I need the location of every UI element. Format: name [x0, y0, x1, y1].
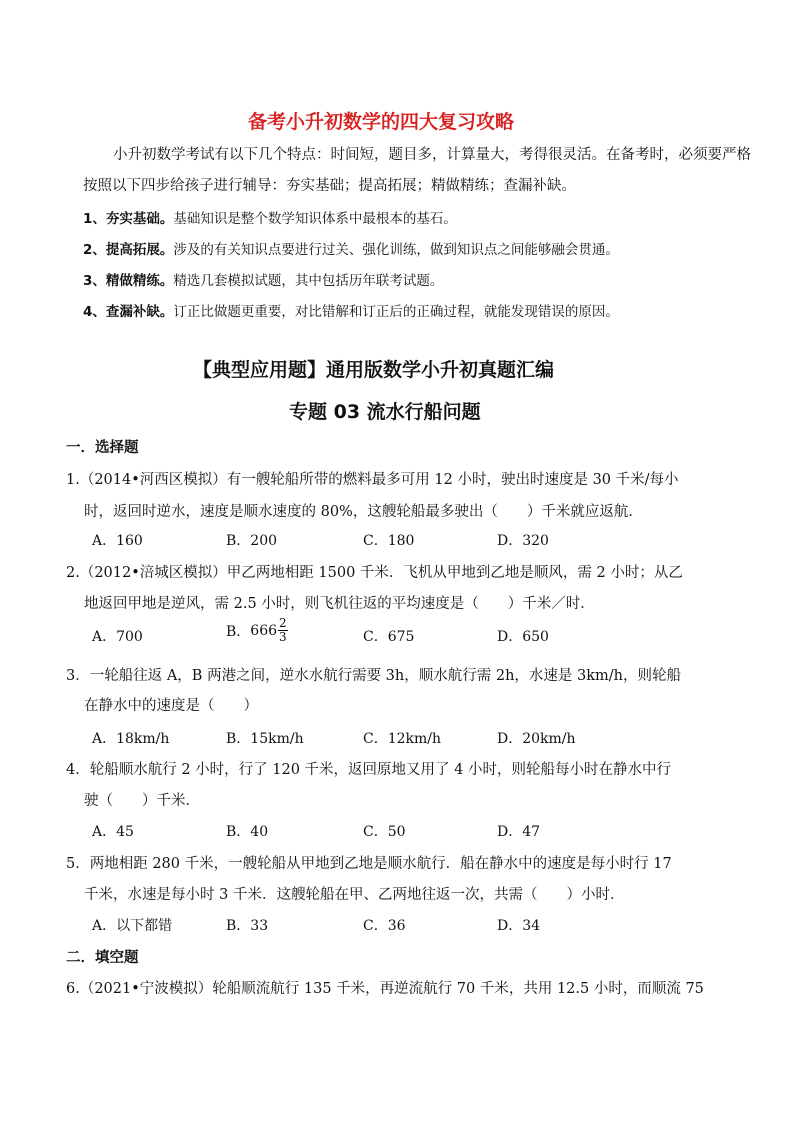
question-3-line-1: 3．一轮船往返 A，B 两港之间，逆水水航行需要 3h，顺水航行需 2h，水速是 3km/h，则轮船 [66, 668, 682, 684]
q5-option-d: D．34 [497, 918, 541, 934]
intro-line-1: 小升初数学考试有以下几个特点：时间短，题目多，计算量大，考得很灵活。在备考时，必须要严格 [113, 147, 751, 163]
intro-line-2: 按照以下四步给孩子进行辅导：夯实基础；提高拓展；精做精练；查漏补缺。 [83, 178, 576, 194]
q5-option-a: A．以下都错 [92, 918, 173, 934]
q1-option-b: B．200 [226, 533, 278, 549]
tip-label: 2、提高拓展。 [83, 242, 174, 258]
header-title: 备考小升初数学的四大复习攻略 [248, 111, 515, 133]
section-choice: 一．选择题 [66, 440, 139, 456]
question-5-line-1: 5．两地相距 280 千米，一艘轮船从甲地到乙地是顺水航行．船在静水中的速度是每小时行 17 [66, 856, 672, 872]
tip-3 [83, 269, 443, 289]
question-1-line-1: 1.（2014•河西区模拟）有一艘轮船所带的燃料最多可用 12 小时，驶出时速度是 30 千米/每小 [66, 472, 679, 488]
q2-option-a: A．700 [92, 629, 143, 645]
q1-option-d: D．320 [497, 533, 549, 549]
q4-option-a: A．45 [92, 824, 134, 840]
tip-label: 1、夯实基础。 [83, 211, 174, 227]
main-title: 【典型应用题】通用版数学小升初真题汇编 [193, 359, 555, 381]
tip-text: 基础知识是整个数学知识体系中最根本的基石。 [173, 211, 457, 227]
q5-option-c: C．36 [363, 918, 406, 934]
q4-option-d: D．47 [497, 824, 541, 840]
option-b-label: B． [226, 623, 251, 640]
q4-option-b: B．40 [226, 824, 269, 840]
q3-option-b: B．15km/h [226, 731, 304, 747]
section-fill: 二．填空题 [66, 950, 139, 966]
question-3-line-2: 在静水中的速度是（ ） [84, 698, 258, 714]
q2-option-d: D．650 [497, 629, 549, 645]
question-2-line-1: 2.（2012•涪城区模拟）甲乙两地相距 1500 千米．飞机从甲地到乙地是顺风，需 2 小时；从乙 [66, 565, 683, 581]
tip-label: 4、查漏补缺。 [83, 304, 174, 320]
mixed-number-whole: 666 [250, 622, 278, 639]
fraction-denominator: 3 [279, 630, 287, 644]
tip-text: 涉及的有关知识点要进行过关、强化训练，做到知识点之间能够融会贯通。 [173, 242, 619, 258]
fraction-numerator: 2 [279, 616, 287, 630]
tip-text: 订正比做题更重要，对比错解和订正后的正确过程，就能发现错误的原因。 [173, 304, 619, 320]
q3-option-d: D．20km/h [497, 731, 576, 747]
question-2-line-2: 地返回甲地是逆风，需 2.5 小时，则飞机往返的平均速度是（ ）千米／时． [84, 596, 595, 612]
topic-title: 专题 03 流水行船问题 [289, 401, 481, 423]
question-6-line-1: 6.（2021•宁波模拟）轮船顺流航行 135 千米，再逆流航行 70 千米，共用 12.5 小时，而顺流 75 [66, 981, 704, 997]
q2-option-b [226, 617, 288, 644]
question-5-line-2: 千米，水速是每小时 3 千米．这艘轮船在甲、乙两地往返一次，共需（ ）小时． [84, 887, 625, 903]
fraction [278, 617, 288, 644]
q1-option-c: C．180 [363, 533, 415, 549]
q1-option-a: A．160 [92, 533, 143, 549]
q5-option-b: B．33 [226, 918, 269, 934]
tip-4 [83, 300, 619, 320]
question-4-line-1: 4．轮船顺水航行 2 小时，行了 120 千米，返回原地又用了 4 小时，则轮船每小时在静水中行 [66, 762, 672, 778]
question-4-line-2: 驶（ ）千米． [84, 793, 200, 809]
q4-option-c: C．50 [363, 824, 406, 840]
q3-option-a: A．18km/h [92, 731, 170, 747]
q2-option-c: C．675 [363, 629, 415, 645]
tip-label: 3、精做精练。 [83, 273, 174, 289]
q3-option-c: C．12km/h [363, 731, 442, 747]
tip-text: 精选几套模拟试题，其中包括历年联考试题。 [173, 273, 444, 289]
tip-2 [83, 238, 619, 258]
tip-1 [83, 207, 457, 227]
question-1-line-2: 时，返回时逆水，速度是顺水速度的 80%，这艘轮船最多驶出（ ）千米就应返航． [84, 504, 643, 520]
